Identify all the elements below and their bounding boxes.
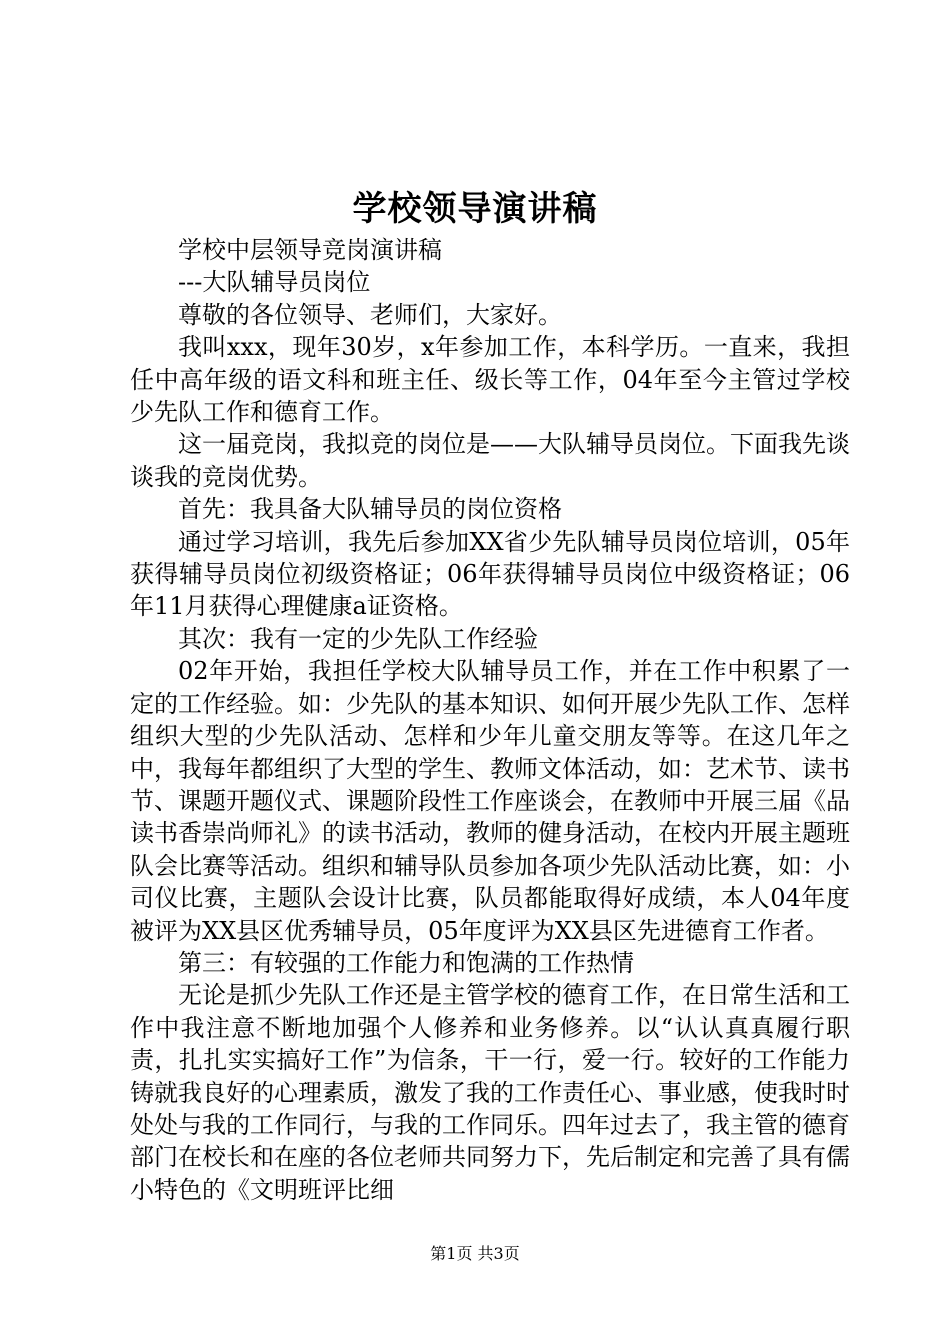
paragraph: ---大队辅导员岗位 [178, 268, 371, 297]
paragraph: 这一届竞岗，我拟竞的岗位是——大队辅导员岗位。下面我先谈谈我的竞岗优势。 [130, 430, 850, 491]
paragraph: 其次：我有一定的少先队工作经验 [178, 624, 538, 653]
paragraph: 学校中层领导竞岗演讲稿 [178, 236, 442, 264]
paragraph: 我叫xxx，现年30岁，x年参加工作，本科学历。一直来，我担任中高年级的语文科和班主任、级长等工作，04年至今主管过学校少先队工作和德育工作。 [130, 333, 850, 427]
page-footer: 第1页 共3页 [430, 1244, 520, 1263]
paragraph: 02年开始，我担任学校大队辅导员工作，并在工作中积累了一定的工作经验。如：少先队的基本知识、如何开展少先队工作、怎样组织大型的少先队活动、怎样和少年儿童交朋友等等。在这几年之中，我每年都组织了大型的学生、教师文体活动，如：艺术节、读书节、课题开题仪式、课题阶段性工作座谈会，在教师中开展三届《品读书香崇尚师礼》的读书活动，教师的健身活动，在校内开展主题班队会比赛等活动。组织和辅导队员参加各项少先队活动比赛，如：小司仪比赛，主题队会设计比赛，队员都能取得好成绩，本人04年度被评为XX县区优秀辅导员，05年度评为XX县区先进德育工作者。 [130, 657, 850, 945]
document-title: 学校领导演讲稿 [352, 189, 598, 229]
paragraph: 通过学习培训，我先后参加XX省少先队辅导员岗位培训，05年获得辅导员岗位初级资格证；06年获得辅导员岗位中级资格证；06年11月获得心理健康a证资格。 [130, 527, 850, 621]
paragraph: 尊敬的各位领导、老师们，大家好。 [178, 300, 562, 329]
paragraph: 第三：有较强的工作能力和饱满的工作热情 [178, 948, 634, 977]
paragraph: 首先：我具备大队辅导员的岗位资格 [178, 495, 562, 524]
paragraph: 无论是抓少先队工作还是主管学校的德育工作，在日常生活和工作中我注意不断地加强个人修养和业务修养。以“认认真真履行职责，扎扎实实搞好工作”为信条，干一行，爱一行。较好的工作能力铸就我良好的心理素质，激发了我的工作责任心、事业感，使我时时处处与我的工作同行，与我的工作同乐。四年过去了，我主管的德育部门在校长和在座的各位老师共同努力下，先后制定和完善了具有儒小特色的《文明班评比细 [130, 981, 850, 1204]
document-body [130, 234, 850, 1206]
